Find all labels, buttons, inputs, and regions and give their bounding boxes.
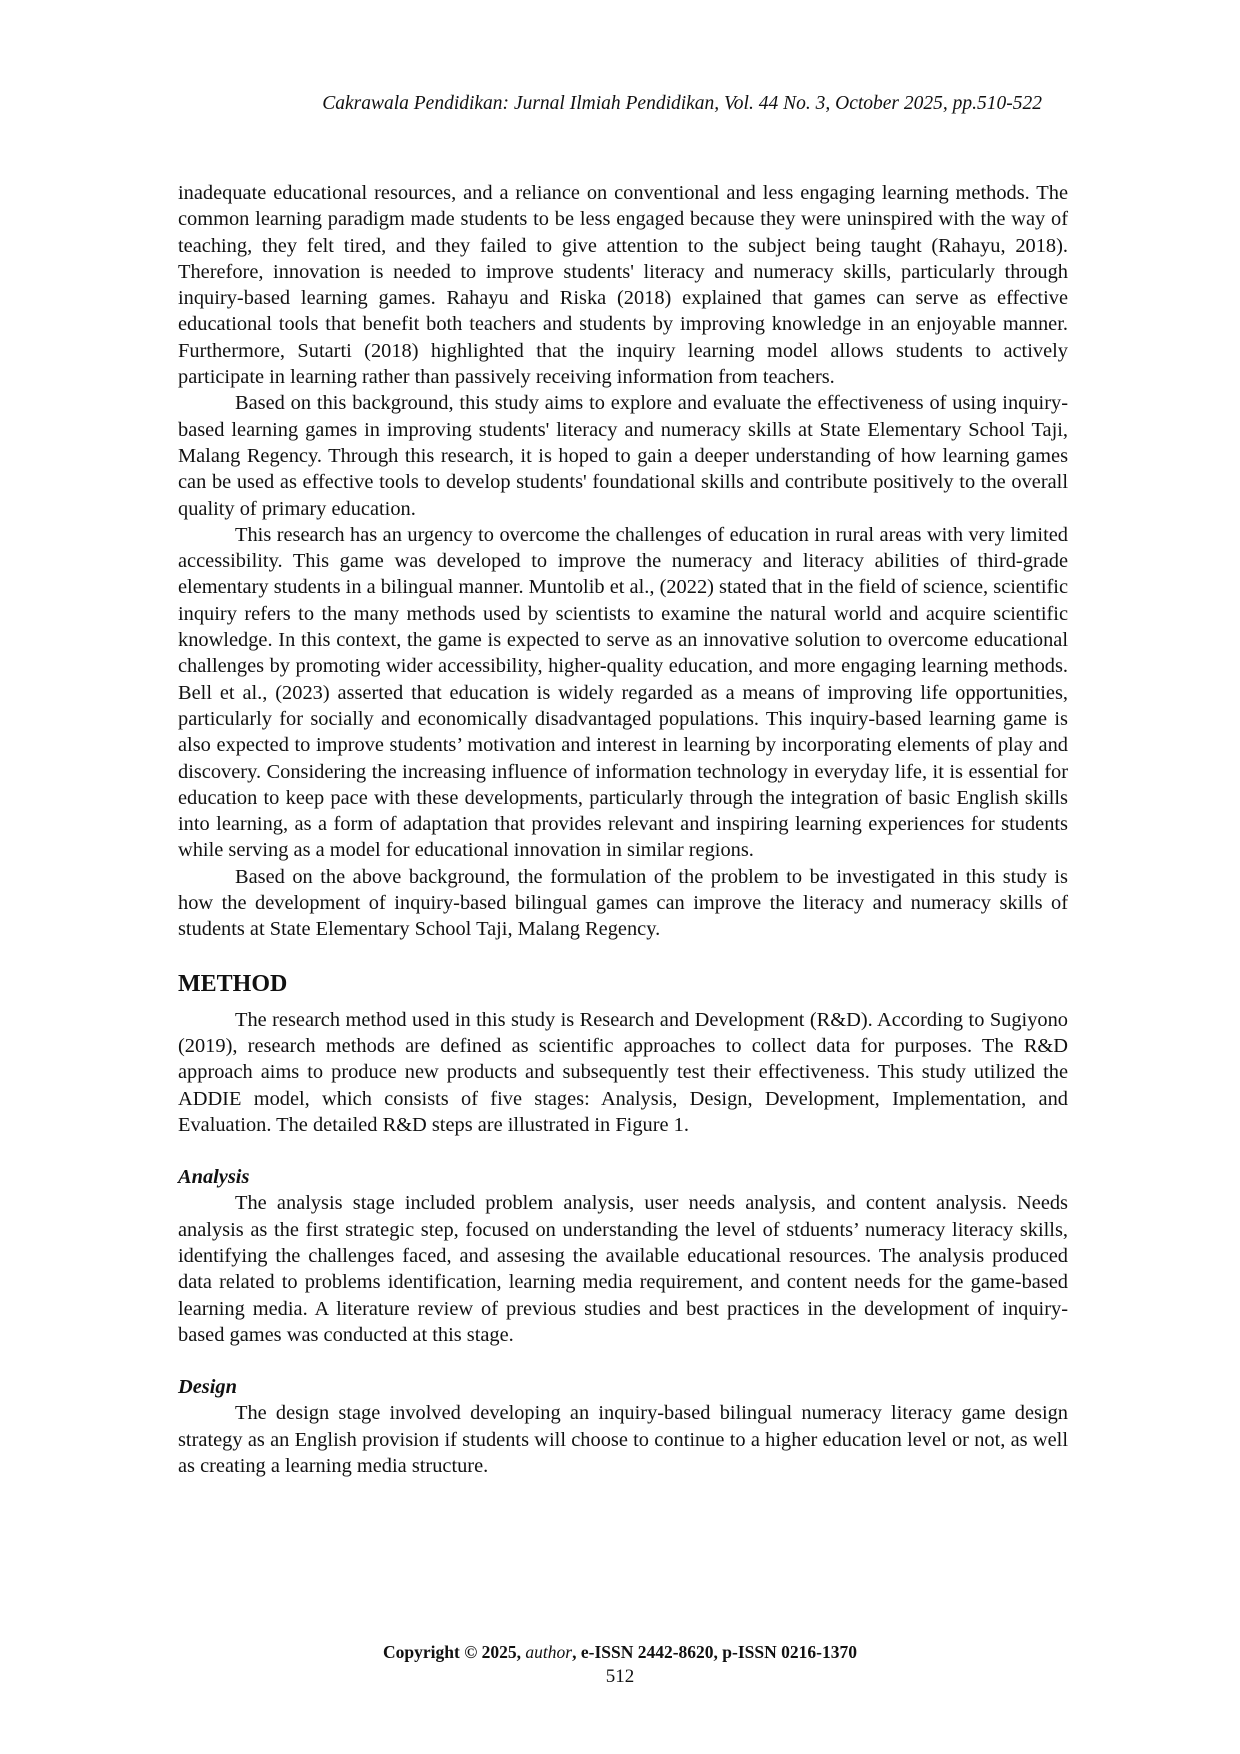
body-paragraph: Based on this background, this study aims to explore and evaluate the effectiveness of using inquiry-based learning games in improving students' literacy and numeracy skills at State Elementary School Taji, Malang Regency. Through this research, it is hoped to gain a deeper understanding of how learning games can be used as effective tools to develop students' foundational skills and contribute positively to the overall quality of primary education. [178, 392, 1068, 520]
copyright-issn: , e-ISSN 2442-8620, p-ISSN 0216-1370 [572, 1642, 857, 1662]
page-number: 512 [605, 1666, 635, 1687]
body-paragraph: Based on the above background, the formulation of the problem to be investigated in this study is how the development of inquiry-based bilingual games can improve the literacy and numeracy skills of students at State Elementary School Taji, Malang Regency. [178, 865, 1068, 941]
subsection-heading-analysis: Analysis [178, 1166, 250, 1189]
method-intro-paragraph: The research method used in this study is Research and Development (R&D). According to Sugiyono (2019), research methods are defined as scientific approaches to collect data for purposes. The R&D approach aims to produce new products and subsequently test their effectiveness. This study utilized the ADDIE model, which consists of five stages: Analysis, Design, Development, Implementation, and Evaluation. The detailed R&D steps are illustrated in Figure 1. [178, 1008, 1068, 1136]
design-paragraph: The design stage involved developing an inquiry-based bilingual numeracy literacy game design strategy as an English provision if students will choose to continue to a higher education level or not, as well as creating a learning media structure. [178, 1402, 1068, 1478]
running-header: Cakrawala Pendidikan: Jurnal Ilmiah Pendidikan, Vol. 44 No. 3, October 2025, pp.510-522 [322, 93, 1042, 114]
copyright-line [0, 1641, 1240, 1664]
subsection-heading-design: Design [178, 1376, 237, 1399]
copyright-author: author [525, 1642, 573, 1662]
body-paragraph: inadequate educational resources, and a reliance on conventional and less engaging learning methods. The common learning paradigm made students to be less engaged because they were uninspired with the way of teaching, they felt tired, and they failed to give attention to the subject being taught (Rahayu, 2018). Therefore, innovation is needed to improve students' literacy and numeracy skills, particularly through inquiry-based learning games. Rahayu and Riska (2018) explained that games can serve as effective educational tools that benefit both teachers and students by improving knowledge in an enjoyable manner. Furthermore, Sutarti (2018) highlighted that the inquiry learning model allows students to actively participate in learning rather than passively receiving information from teachers. [178, 182, 1068, 389]
article-body [178, 180, 1068, 1479]
copyright-prefix: Copyright © 2025, [383, 1642, 526, 1662]
section-heading-method: METHOD [178, 970, 288, 997]
page-footer [0, 1641, 1240, 1688]
analysis-paragraph: The analysis stage included problem analysis, user needs analysis, and content analysis. Needs analysis as the first strategic step, focused on understanding the level of stduents’ numeracy literacy skills, identifying the challenges faced, and assesing the available educational resources. The analysis produced data related to problems identification, learning media requirement, and content needs for the game-based learning media. A literature review of previous studies and best practices in the development of inquiry-based games was conducted at this stage. [178, 1192, 1068, 1346]
body-paragraph: This research has an urgency to overcome the challenges of education in rural areas with very limited accessibility. This game was developed to improve the numeracy and literacy abilities of third-grade elementary students in a bilingual manner. Muntolib et al., (2022) stated that in the field of science, scientific inquiry refers to the many methods used by scientists to examine the natural world and acquire scientific knowledge. In this context, the game is expected to serve as an innovative solution to overcome educational challenges by promoting wider accessibility, higher-quality education, and more engaging learning methods. Bell et al., (2023) asserted that education is widely regarded as a means of improving life opportunities, particularly for socially and economically disadvantaged populations. This inquiry-based learning game is also expected to improve students’ motivation and interest in learning by incorporating elements of play and discovery. Considering the increasing influence of information technology in everyday life, it is essential for education to keep pace with these developments, particularly through the integration of basic English skills into learning, as a form of adaptation that provides relevant and inspiring learning experiences for students while serving as a model for educational innovation in similar regions. [178, 523, 1068, 862]
